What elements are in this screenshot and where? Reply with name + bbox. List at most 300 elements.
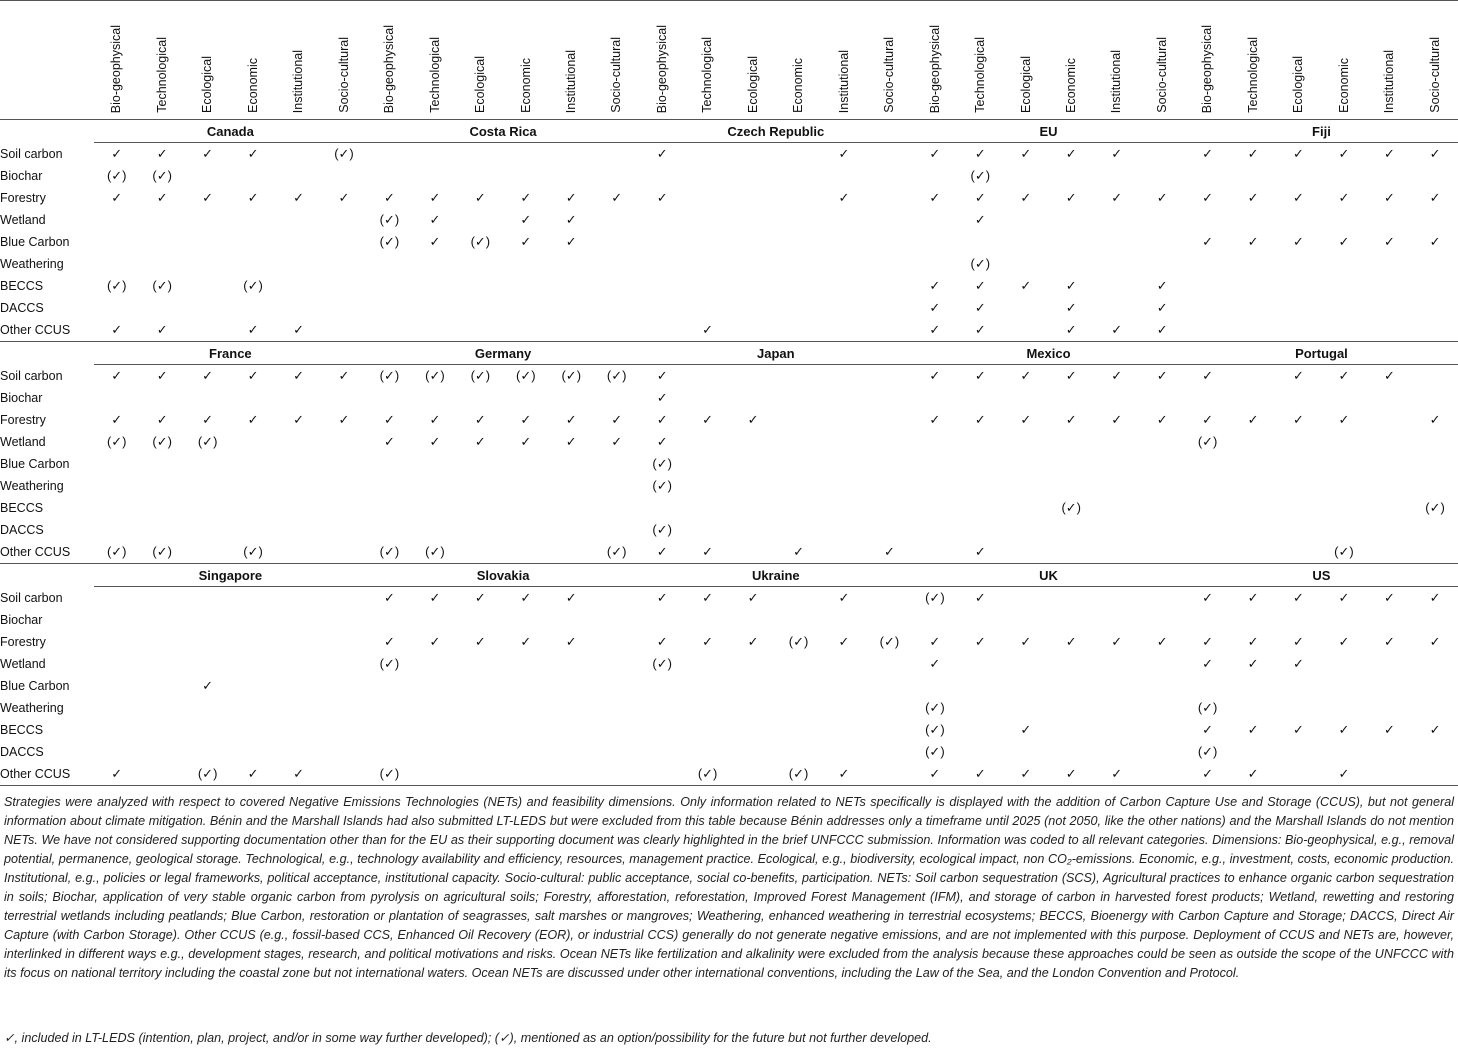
table-cell (1139, 387, 1184, 409)
table-cell (958, 387, 1003, 409)
table-row (0, 653, 1458, 675)
table-cell (1003, 519, 1048, 541)
table-cell (1276, 297, 1321, 319)
table-cell: ✓ (520, 190, 532, 205)
country-header: Portugal (1185, 342, 1458, 365)
table-cell (1321, 519, 1366, 541)
table-cell: ✓ (1429, 234, 1441, 249)
table-cell (1003, 741, 1048, 763)
table-cell (503, 675, 548, 697)
table-cell (730, 609, 775, 631)
table-cell (458, 675, 503, 697)
table-cell: ✓ (1247, 146, 1259, 161)
table-cell (276, 475, 321, 497)
dimension-label: Economic (1336, 58, 1351, 113)
table-cell: ✓ (247, 368, 259, 383)
table-cell (821, 431, 866, 453)
row-label: Soil carbon (0, 590, 63, 605)
table-cell (503, 387, 548, 409)
table-cell: ✓ (1429, 190, 1441, 205)
table-cell (458, 475, 503, 497)
table-cell (1276, 387, 1321, 409)
country-header: France (94, 342, 367, 365)
table-row (0, 609, 1458, 631)
table-cell: ✓ (702, 590, 714, 605)
table-cell (912, 253, 957, 275)
table-cell: (✓) (652, 656, 672, 671)
table-cell (776, 231, 821, 253)
table-cell (1230, 431, 1275, 453)
table-cell (1185, 519, 1230, 541)
table-cell: ✓ (247, 190, 259, 205)
table-cell (230, 253, 275, 275)
table-cell (1003, 165, 1048, 187)
table-cell: ✓ (1247, 634, 1259, 649)
dimension-label: Bio-geophysical (382, 24, 397, 113)
table-cell (730, 431, 775, 453)
table-cell (230, 631, 275, 653)
table-cell: ✓ (685, 319, 730, 342)
table-cell: ✓ (958, 319, 1003, 342)
table-cell (503, 165, 548, 187)
row-label: Weathering (0, 479, 64, 493)
table-cell (594, 453, 639, 475)
table-cell: ✓ (1338, 590, 1350, 605)
table-cell (549, 719, 594, 741)
table-cell: ✓ (611, 434, 623, 449)
table-cell (185, 631, 230, 653)
table-cell: ✓ (429, 212, 441, 227)
table-cell (776, 143, 821, 166)
dimension-label: Technological (973, 37, 988, 113)
table-cell: ✓ (838, 634, 850, 649)
table-cell: ✓ (429, 434, 441, 449)
table-cell (276, 519, 321, 541)
table-row (0, 319, 1458, 342)
table-cell (1230, 165, 1275, 187)
table-cell: (✓) (970, 256, 991, 271)
table-cell (94, 631, 139, 653)
table-cell (958, 609, 1003, 631)
dimension-header (139, 1, 184, 120)
table-cell: ✓ (1338, 412, 1350, 427)
table-cell: ✓ (1202, 368, 1214, 383)
table-row (0, 143, 1458, 166)
table-cell (139, 387, 184, 409)
table-cell (1412, 763, 1458, 786)
table-cell: ✓ (1338, 634, 1350, 649)
table-cell (776, 365, 821, 388)
table-cell (1321, 165, 1366, 187)
table-cell (1321, 319, 1366, 342)
row-label: Wetland (0, 213, 46, 227)
table-cell: ✓ (1293, 590, 1304, 605)
table-cell: (✓) (925, 590, 945, 605)
table-cell: (✓) (367, 541, 412, 564)
table-cell (1230, 697, 1275, 719)
table-cell: (✓) (106, 278, 127, 293)
table-cell: ✓ (1429, 412, 1441, 427)
table-cell (94, 697, 139, 719)
table-cell (412, 497, 457, 519)
table-cell (503, 653, 548, 675)
table-cell (321, 297, 366, 319)
table-cell: ✓ (202, 190, 214, 205)
table-cell (1185, 453, 1230, 475)
table-cell (821, 297, 866, 319)
table-cell (1003, 253, 1048, 275)
table-cell: ✓ (1383, 146, 1395, 161)
table-cell (776, 587, 821, 610)
table-cell (1049, 741, 1094, 763)
table-cell (412, 741, 457, 763)
table-cell: ✓ (156, 412, 168, 427)
table-cell: ✓ (656, 412, 668, 427)
table-cell (503, 253, 548, 275)
table-cell (776, 453, 821, 475)
table-cell (458, 253, 503, 275)
table-cell (1139, 231, 1184, 253)
table-cell: ✓ (429, 590, 441, 605)
table-cell (139, 453, 184, 475)
table-cell (185, 453, 230, 475)
table-cell (94, 475, 139, 497)
table-cell: (✓) (606, 368, 627, 383)
table-cell (276, 497, 321, 519)
table-cell (685, 209, 730, 231)
table-cell (685, 497, 730, 519)
table-cell: ✓ (139, 319, 184, 342)
table-cell (1412, 519, 1458, 541)
table-cell (549, 143, 594, 166)
table-cell: ✓ (929, 278, 941, 293)
table-cell (1367, 541, 1412, 564)
dimension-header (1003, 1, 1048, 120)
table-cell (821, 519, 866, 541)
table-cell (821, 697, 866, 719)
dimension-label: Socio-cultural (609, 37, 624, 113)
dimension-label: Bio-geophysical (927, 24, 942, 113)
corner-cell (0, 1, 94, 120)
table-cell (1230, 209, 1275, 231)
table-cell: ✓ (1020, 146, 1032, 161)
table-cell (912, 387, 957, 409)
table-cell (730, 365, 775, 388)
table-cell: ✓ (111, 412, 123, 427)
table-cell (1412, 253, 1458, 275)
table-cell (549, 497, 594, 519)
table-cell (321, 431, 366, 453)
table-cell (639, 609, 684, 631)
table-cell: ✓ (520, 590, 532, 605)
table-cell (230, 519, 275, 541)
table-cell (730, 253, 775, 275)
table-cell (730, 209, 775, 231)
table-cell (821, 365, 866, 388)
table-cell (1412, 319, 1458, 342)
table-cell (1094, 719, 1139, 741)
table-cell (321, 653, 366, 675)
table-cell (958, 497, 1003, 519)
table-row (0, 297, 1458, 319)
table-cell (867, 519, 912, 541)
table-cell: (✓) (367, 763, 412, 786)
table-cell (1094, 541, 1139, 564)
table-cell (549, 675, 594, 697)
table-cell (1094, 519, 1139, 541)
table-cell: ✓ (1156, 278, 1168, 293)
table-cell (594, 631, 639, 653)
table-cell (867, 387, 912, 409)
country-header: UK (912, 564, 1185, 587)
table-row (0, 587, 1458, 610)
table-cell (458, 165, 503, 187)
table-cell (1276, 319, 1321, 342)
table-cell: ✓ (912, 319, 957, 342)
table-cell (1003, 431, 1048, 453)
table-cell (1185, 675, 1230, 697)
country-header: Ukraine (639, 564, 912, 587)
dimension-label: Socio-cultural (336, 37, 351, 113)
table-cell (1049, 253, 1094, 275)
row-label: Forestry (0, 635, 46, 649)
table-cell (1321, 209, 1366, 231)
table-cell (412, 453, 457, 475)
row-label: Biochar (0, 391, 43, 405)
table-cell: ✓ (383, 434, 395, 449)
table-cell: ✓ (474, 412, 486, 427)
table-cell: (✓) (139, 541, 184, 564)
table-cell: (✓) (470, 368, 491, 383)
table-cell (639, 253, 684, 275)
table-cell (594, 697, 639, 719)
dimension-label: Ecological (1291, 56, 1306, 113)
country-header: EU (912, 120, 1185, 143)
table-cell (230, 475, 275, 497)
table-cell (94, 387, 139, 409)
dimension-label: Economic (245, 58, 260, 113)
table-cell (776, 409, 821, 431)
table-cell (503, 541, 548, 564)
table-cell (1003, 675, 1048, 697)
table-cell: (✓) (197, 434, 218, 449)
table-cell (1321, 675, 1366, 697)
table-cell (1185, 475, 1230, 497)
table-cell (1230, 741, 1275, 763)
table-cell: ✓ (1111, 634, 1123, 649)
table-cell (1321, 653, 1366, 675)
table-cell (1412, 297, 1458, 319)
table-cell: ✓ (1094, 763, 1139, 786)
table-cell: ✓ (1293, 146, 1304, 161)
table-cell (1367, 653, 1412, 675)
table-cell (685, 431, 730, 453)
table-cell: (✓) (425, 368, 445, 383)
table-cell: ✓ (565, 234, 577, 249)
table-cell (276, 541, 321, 564)
table-cell: ✓ (1293, 634, 1304, 649)
table-cell (549, 763, 594, 786)
table-cell: ✓ (1065, 368, 1077, 383)
table-cell (549, 453, 594, 475)
table-cell (958, 719, 1003, 741)
table-cell (503, 297, 548, 319)
table-cell (139, 587, 184, 610)
table-cell (912, 675, 957, 697)
table-cell (185, 653, 230, 675)
table-cell: ✓ (293, 190, 304, 205)
dimension-header (230, 1, 275, 120)
dimension-label: Technological (1245, 37, 1260, 113)
table-cell (730, 231, 775, 253)
table-cell: ✓ (1202, 590, 1214, 605)
table-cell: ✓ (276, 319, 321, 342)
table-cell (1276, 541, 1321, 564)
table-cell (685, 165, 730, 187)
table-cell: ✓ (1111, 412, 1123, 427)
table-cell: ✓ (1429, 590, 1441, 605)
table-cell: ✓ (565, 190, 577, 205)
table-cell (94, 609, 139, 631)
table-cell (594, 741, 639, 763)
table-cell (1185, 387, 1230, 409)
table-cell: ✓ (747, 412, 759, 427)
dimension-header (867, 1, 912, 120)
table-cell (730, 387, 775, 409)
table-cell (1139, 453, 1184, 475)
table-cell (94, 497, 139, 519)
table-cell (867, 453, 912, 475)
table-cell: (✓) (379, 368, 400, 383)
table-cell (549, 319, 594, 342)
table-cell (1412, 541, 1458, 564)
table-cell: ✓ (1247, 590, 1259, 605)
row-label: Forestry (0, 191, 46, 205)
table-cell (458, 497, 503, 519)
table-cell (185, 741, 230, 763)
table-cell (230, 697, 275, 719)
table-cell (230, 453, 275, 475)
table-cell (458, 387, 503, 409)
table-cell: ✓ (338, 190, 350, 205)
table-cell (912, 541, 957, 564)
dimension-label: Technological (700, 37, 715, 113)
table-cell (730, 187, 775, 209)
table-cell (549, 541, 594, 564)
table-cell (821, 409, 866, 431)
table-cell (1230, 275, 1275, 297)
table-cell (503, 763, 548, 786)
table-cell (1139, 497, 1184, 519)
table-cell (94, 231, 139, 253)
country-header: Germany (367, 342, 640, 365)
dimension-label: Socio-cultural (1427, 37, 1442, 113)
table-cell: ✓ (974, 146, 986, 161)
table-cell (139, 609, 184, 631)
table-cell: (✓) (106, 168, 127, 183)
dimension-header (276, 1, 321, 120)
table-cell (276, 231, 321, 253)
table-cell: (✓) (1321, 541, 1366, 564)
table-cell (685, 275, 730, 297)
table-cell (776, 697, 821, 719)
table-cell (1094, 165, 1139, 187)
table-cell: ✓ (974, 634, 986, 649)
table-cell (321, 675, 366, 697)
table-cell (1049, 675, 1094, 697)
group-blank (0, 120, 94, 143)
table-cell (1185, 165, 1230, 187)
table-cell (776, 653, 821, 675)
table-cell (867, 653, 912, 675)
table-cell: ✓ (1156, 412, 1168, 427)
table-cell (1094, 475, 1139, 497)
table-cell (139, 209, 184, 231)
row-label: BECCS (0, 279, 44, 293)
table-cell (685, 297, 730, 319)
table-cell (503, 497, 548, 519)
table-cell: ✓ (974, 590, 986, 605)
table-cell (185, 209, 230, 231)
dimension-header-row (0, 1, 1458, 120)
table-cell: ✓ (202, 412, 214, 427)
table-cell: (✓) (470, 234, 491, 249)
table-cell (867, 431, 912, 453)
table-cell (1139, 763, 1184, 786)
table-cell: ✓ (838, 146, 850, 161)
table-cell (185, 541, 230, 564)
table-cell (230, 431, 275, 453)
table-cell (1049, 697, 1094, 719)
table-cell (867, 143, 912, 166)
dimension-header (1049, 1, 1094, 120)
table-cell (230, 209, 275, 231)
table-cell (1230, 453, 1275, 475)
table-cell (1003, 697, 1048, 719)
table-cell: ✓ (94, 319, 139, 342)
table-cell: ✓ (1049, 319, 1094, 342)
table-cell (867, 365, 912, 388)
table-cell (594, 763, 639, 786)
dimension-header (821, 1, 866, 120)
table-cell (594, 165, 639, 187)
table-cell (685, 697, 730, 719)
table-cell (776, 187, 821, 209)
table-cell (503, 719, 548, 741)
table-cell: (✓) (152, 278, 172, 293)
dimension-label: Ecological (473, 56, 488, 113)
table-cell: (✓) (1061, 500, 1082, 515)
table-row (0, 431, 1458, 453)
table-cell (276, 697, 321, 719)
table-cell (958, 231, 1003, 253)
table-cell (639, 497, 684, 519)
table-cell (594, 231, 639, 253)
table-cell (867, 231, 912, 253)
table-cell: ✓ (1202, 190, 1214, 205)
dimension-label: Socio-cultural (882, 37, 897, 113)
table-cell (1321, 741, 1366, 763)
table-cell (321, 497, 366, 519)
table-cell: (✓) (594, 541, 639, 564)
table-cell: (✓) (685, 763, 730, 786)
table-cell (276, 631, 321, 653)
table-cell (821, 165, 866, 187)
table-cell (549, 165, 594, 187)
dimension-label: Bio-geophysical (109, 24, 124, 113)
table-cell: ✓ (1293, 234, 1304, 249)
table-cell (730, 741, 775, 763)
